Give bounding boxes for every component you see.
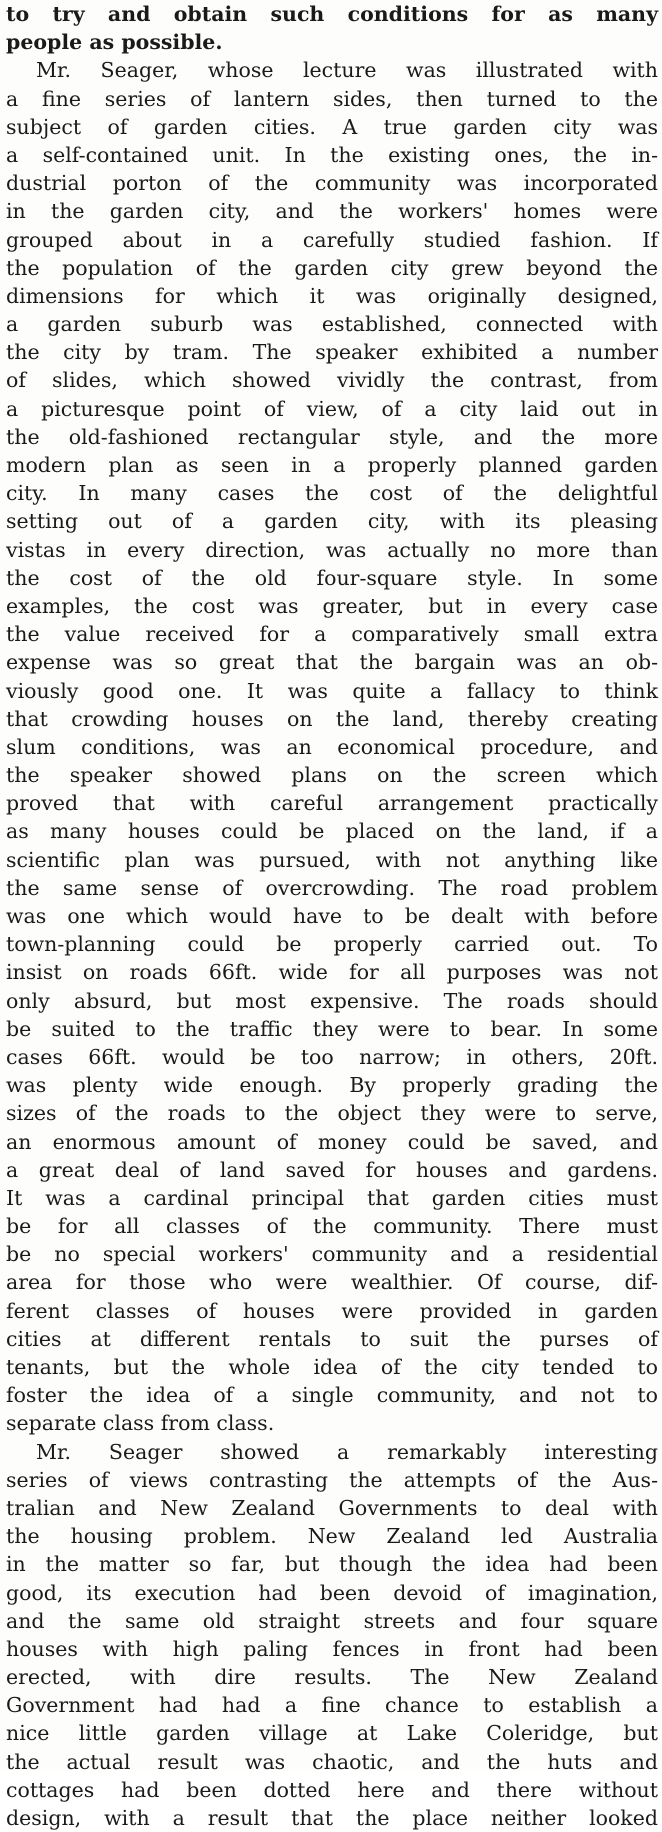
text-line: tenants, but the whole idea of the city tended to (6, 1355, 658, 1379)
text-line: cities at different rentals to suit the purses of (6, 1326, 658, 1351)
article-column (6, 0, 658, 1832)
text-line: in the garden city, and the workers' homes were (6, 199, 658, 224)
text-line: nice little garden village at Lake Coleridge, but (6, 1721, 658, 1746)
text-line: be for all classes of the community. There must (6, 1214, 658, 1239)
text-line: grouped about in a carefully studied fashion. If (6, 227, 658, 252)
text-line: the city by tram. The speaker exhibited a number (6, 340, 658, 365)
text-line: houses with high paling fences in front had been (6, 1636, 658, 1661)
text-line: people as possible. (6, 30, 223, 55)
text-line: expense was so great that the bargain was an ob- (6, 650, 658, 675)
text-line: separate class from class. (6, 1411, 275, 1436)
text-line: slum conditions, was an economical procedure, and (6, 734, 658, 759)
text-line: that crowding houses on the land, thereby creating (6, 706, 658, 731)
text-line: design, with a result that the place neither looked (6, 1806, 658, 1830)
text-line: the housing problem. New Zealand led Australia (6, 1524, 658, 1549)
text-line: town-planning could be properly carried out. To (6, 932, 658, 957)
text-line: an enormous amount of money could be saved, and (6, 1129, 658, 1154)
text-line: setting out of a garden city, with its pleasing (6, 509, 658, 534)
text-line: only absurd, but most expensive. The roads should (6, 988, 658, 1013)
text-line: dustrial porton of the community was incorporated (6, 171, 658, 196)
text-line: insist on roads 66ft. wide for all purposes was not (6, 960, 658, 985)
paragraph-first-line: Mr. Seager, whose lecture was illustrated with (36, 58, 658, 83)
text-line: of slides, which showed vividly the contrast, from (6, 368, 658, 393)
text-line: the population of the garden city grew beyond the (6, 255, 658, 280)
text-line: the cost of the old four-square style. In some (6, 565, 658, 590)
text-line: and the same old straight streets and four square (6, 1608, 658, 1633)
text-line: was plenty wide enough. By properly grading the (6, 1073, 658, 1098)
text-line: the old-fashioned rectangular style, and the more (6, 424, 658, 449)
text-line: city. In many cases the cost of the delightful (6, 481, 658, 506)
text-line: cases 66ft. would be too narrow; in others, 20ft. (6, 1044, 658, 1069)
text-line: sizes of the roads to the object they were to serve, (6, 1101, 658, 1126)
text-line: the actual result was chaotic, and the huts and (6, 1749, 658, 1774)
text-line: proved that with careful arrangement practically (6, 791, 658, 816)
text-line: subject of garden cities. A true garden city was (6, 114, 658, 139)
text-line: a self-contained unit. In the existing ones, the in- (6, 142, 658, 167)
text-line: foster the idea of a single community, and not to (6, 1383, 658, 1408)
paragraph-first-line: Mr. Seager showed a remarkably interesting (36, 1439, 658, 1464)
text-line: the same sense of overcrowding. The road problem (6, 875, 658, 900)
text-line: dimensions for which it was originally designed, (6, 283, 658, 308)
text-line: erected, with dire results. The New Zealand (6, 1665, 658, 1690)
text-line: examples, the cost was greater, but in every case (6, 593, 658, 618)
text-line: to try and obtain such conditions for as many (6, 2, 658, 26)
text-line: viously good one. It was quite a fallacy to think (6, 678, 658, 703)
text-line: modern plan as seen in a properly planned garden (6, 453, 658, 477)
text-line: be suited to the traffic they were to bear. In some (6, 1016, 658, 1041)
text-line: tralian and New Zealand Governments to deal with (6, 1495, 658, 1520)
text-line: ferent classes of houses were provided in garden (6, 1298, 658, 1323)
text-line: good, its execution had been devoid of imagination, (6, 1580, 658, 1605)
text-line: vistas in every direction, was actually no more than (6, 537, 658, 562)
text-line: Government had had a fine chance to establish a (6, 1693, 658, 1718)
text-line: It was a cardinal principal that garden cities must (6, 1185, 658, 1210)
text-line: the value received for a comparatively small extra (6, 622, 658, 647)
text-line: as many houses could be placed on the land, if a (6, 819, 658, 844)
text-line: a great deal of land saved for houses and gardens. (6, 1157, 658, 1182)
text-line: cottages had been dotted here and there without (6, 1777, 658, 1802)
text-line: was one which would have to be dealt with before (6, 904, 658, 928)
text-line: a garden suburb was established, connected with (6, 312, 658, 337)
text-line: scientific plan was pursued, with not anything like (6, 847, 658, 872)
text-line: area for those who were wealthier. Of course, dif- (6, 1270, 658, 1295)
text-line: a picturesque point of view, of a city laid out in (6, 396, 658, 421)
text-line: the speaker showed plans on the screen which (6, 763, 658, 788)
text-line: in the matter so far, but though the idea had been (6, 1552, 658, 1577)
text-line: be no special workers' community and a residential (6, 1242, 658, 1267)
text-line: series of views contrasting the attempts of the Aus- (6, 1467, 658, 1492)
text-line: a fine series of lantern sides, then turned to the (6, 86, 658, 111)
